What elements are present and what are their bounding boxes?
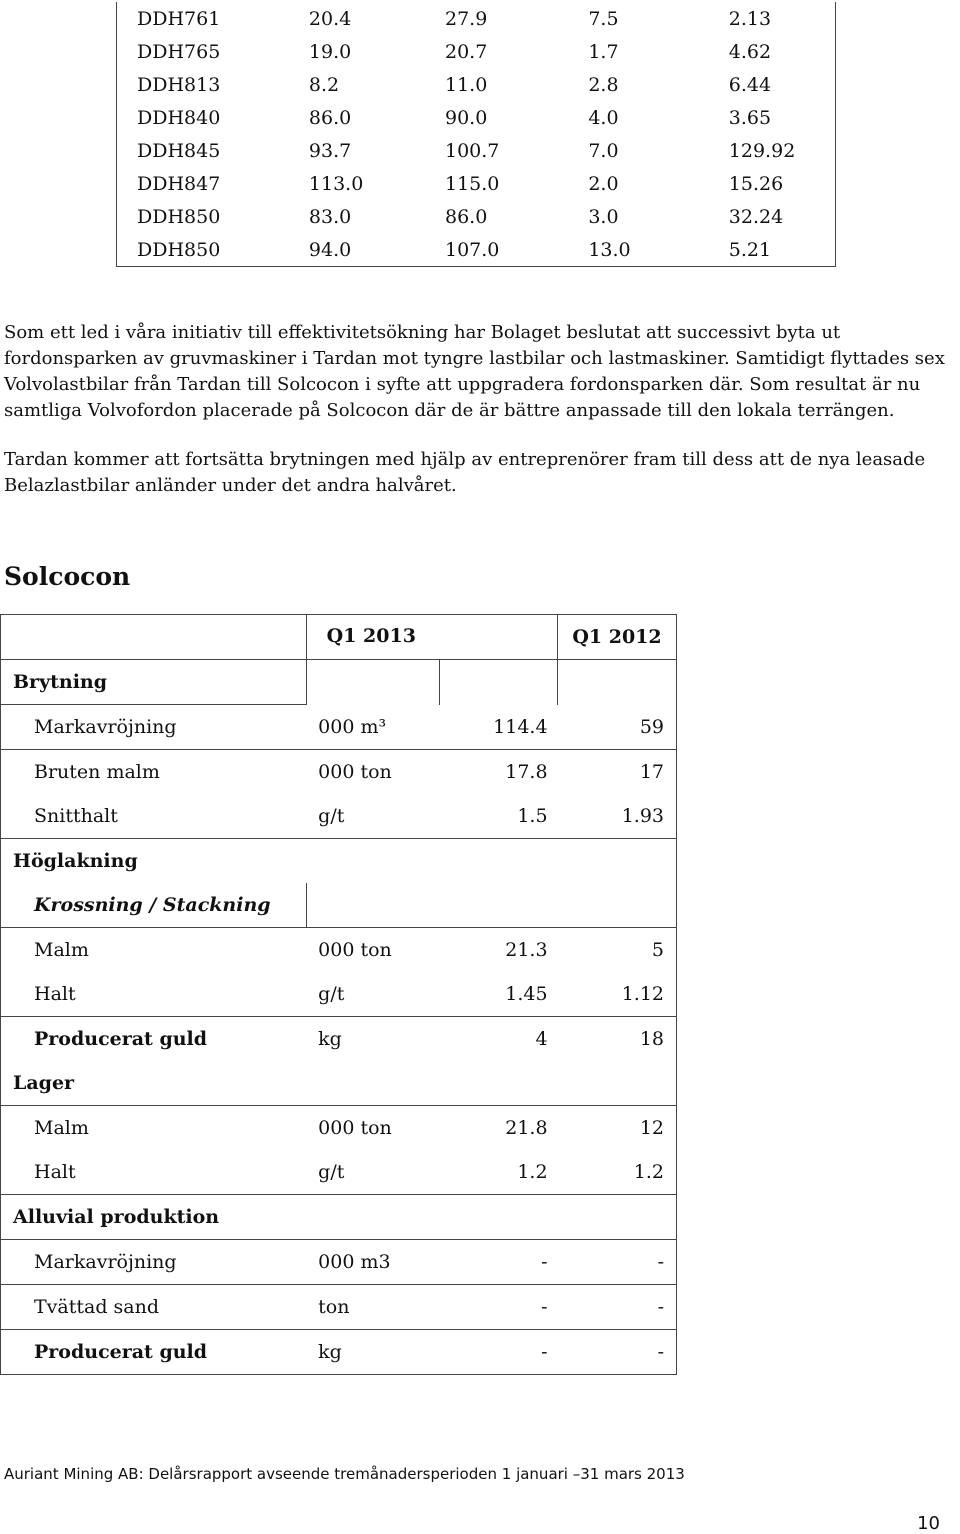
drill-value: 7.5 <box>588 7 619 30</box>
drill-value: 11.0 <box>445 73 488 96</box>
drill-value: 20.4 <box>308 7 352 30</box>
drill-hole-id: DDH850 <box>137 238 221 261</box>
row-hoglakning: Höglakning <box>1 839 307 884</box>
drill-value: 13.0 <box>588 238 631 261</box>
drill-value: 113.0 <box>308 172 364 195</box>
drill-row <box>117 134 836 167</box>
drill-value: 5.21 <box>728 238 772 261</box>
table-row: Malm 000 ton 21.3 5 <box>1 928 677 973</box>
drill-hole-id: DDH850 <box>137 205 221 228</box>
drill-value: 15.26 <box>728 172 784 195</box>
drill-hole-id: DDH845 <box>137 139 221 162</box>
drill-value: 86.0 <box>445 205 488 228</box>
drill-value: 8.2 <box>308 73 340 96</box>
paragraph-tardan: Tardan kommer att fortsätta brytningen med hjälp av entreprenörer fram till dess att de nya leasade Belazlastbilar anländer under det andra halvåret. <box>4 449 926 496</box>
drill-row <box>117 200 836 233</box>
drill-hole-id: DDH761 <box>137 7 221 30</box>
table-row: Halt g/t 1.45 1.12 <box>1 972 677 1017</box>
drill-value: 3.0 <box>588 205 619 228</box>
drill-value: 93.7 <box>308 139 352 162</box>
drill-value: 7.0 <box>588 139 619 162</box>
table-row: Markavröjning 000 m3 - - <box>1 1240 677 1285</box>
drill-row <box>117 101 836 134</box>
drill-row <box>117 35 836 68</box>
drill-value: 107.0 <box>445 238 500 261</box>
drill-value: 6.44 <box>728 73 772 96</box>
drill-hole-id: DDH813 <box>137 73 221 96</box>
row-brytning: Brytning <box>1 660 307 705</box>
drill-value: 83.0 <box>308 205 352 228</box>
drill-value: 32.24 <box>728 205 784 228</box>
drill-value: 1.7 <box>588 40 619 63</box>
drill-value: 2.13 <box>728 7 772 30</box>
drill-value: 2.0 <box>588 172 619 195</box>
drill-value: 3.65 <box>728 106 772 129</box>
drill-row <box>117 167 836 200</box>
drill-value: 4.0 <box>588 106 619 129</box>
table-row: Halt g/t 1.2 1.2 <box>1 1150 677 1195</box>
table-row: Tvättad sand ton - - <box>1 1285 677 1330</box>
drill-value: 94.0 <box>308 238 352 261</box>
drill-value: 100.7 <box>445 139 500 162</box>
table-row <box>1 839 677 884</box>
table-row <box>1 660 677 705</box>
col-q1-2012: Q1 2012 <box>572 626 662 648</box>
table-row <box>1 1061 677 1106</box>
table-row: Krossning / Stackning <box>1 883 677 928</box>
table-row <box>1 1195 677 1240</box>
drill-value: 90.0 <box>445 106 488 129</box>
table-row: Bruten malm 000 ton 17.8 17 <box>1 750 677 795</box>
drill-value: 129.92 <box>728 139 796 162</box>
drill-value: 115.0 <box>445 172 500 195</box>
drill-row <box>117 68 836 101</box>
drill-value: 4.62 <box>728 40 772 63</box>
table-row: Snitthalt g/t 1.5 1.93 <box>1 794 677 839</box>
drill-value: 20.7 <box>445 40 488 63</box>
drill-row <box>117 233 836 267</box>
table-row: Markavröjning 000 m³ 114.4 59 <box>1 705 677 750</box>
drill-value: 19.0 <box>308 40 352 63</box>
drill-hole-id: DDH840 <box>137 106 221 129</box>
header-row <box>1 615 677 660</box>
drill-results-table <box>116 2 836 267</box>
table-row: Producerat guld kg 4 18 <box>1 1017 677 1062</box>
page-number: 10 <box>917 1513 940 1534</box>
row-lager: Lager <box>1 1061 307 1106</box>
drill-row <box>117 2 836 35</box>
drill-value: 27.9 <box>445 7 488 30</box>
solcocon-table <box>0 614 677 1375</box>
table-row: Producerat guld kg - - <box>1 1330 677 1375</box>
drill-hole-id: DDH847 <box>137 172 221 195</box>
drill-hole-id: DDH765 <box>137 40 221 63</box>
drill-value: 2.8 <box>588 73 619 96</box>
paragraph-fleet: Som ett led i våra initiativ till effektivitetsökning har Bolaget beslutat att successivt byta ut fordonsparken av gruvmaskiner i Tardan mot tyngre lastbilar och lastmaskiner. Samtidigt flyttades sex Volvolastbilar från Tardan till Solcocon i syfte att uppgradera fordonsparken där. Som resultat är nu samtliga Volvofordon placerade på Solcocon där de är bättre anpassade till den lokala terrängen. <box>4 322 945 421</box>
section-title: Solcocon <box>4 562 131 591</box>
table-row: Malm 000 ton 21.8 12 <box>1 1106 677 1151</box>
page-footer: Auriant Mining AB: Delårsrapport avseende tremånadersperioden 1 januari –31 mars 2013 <box>4 1465 685 1483</box>
drill-value: 86.0 <box>308 106 352 129</box>
col-q1-2013: Q1 2013 <box>326 625 416 647</box>
row-alluvial: Alluvial produktion <box>1 1195 307 1240</box>
